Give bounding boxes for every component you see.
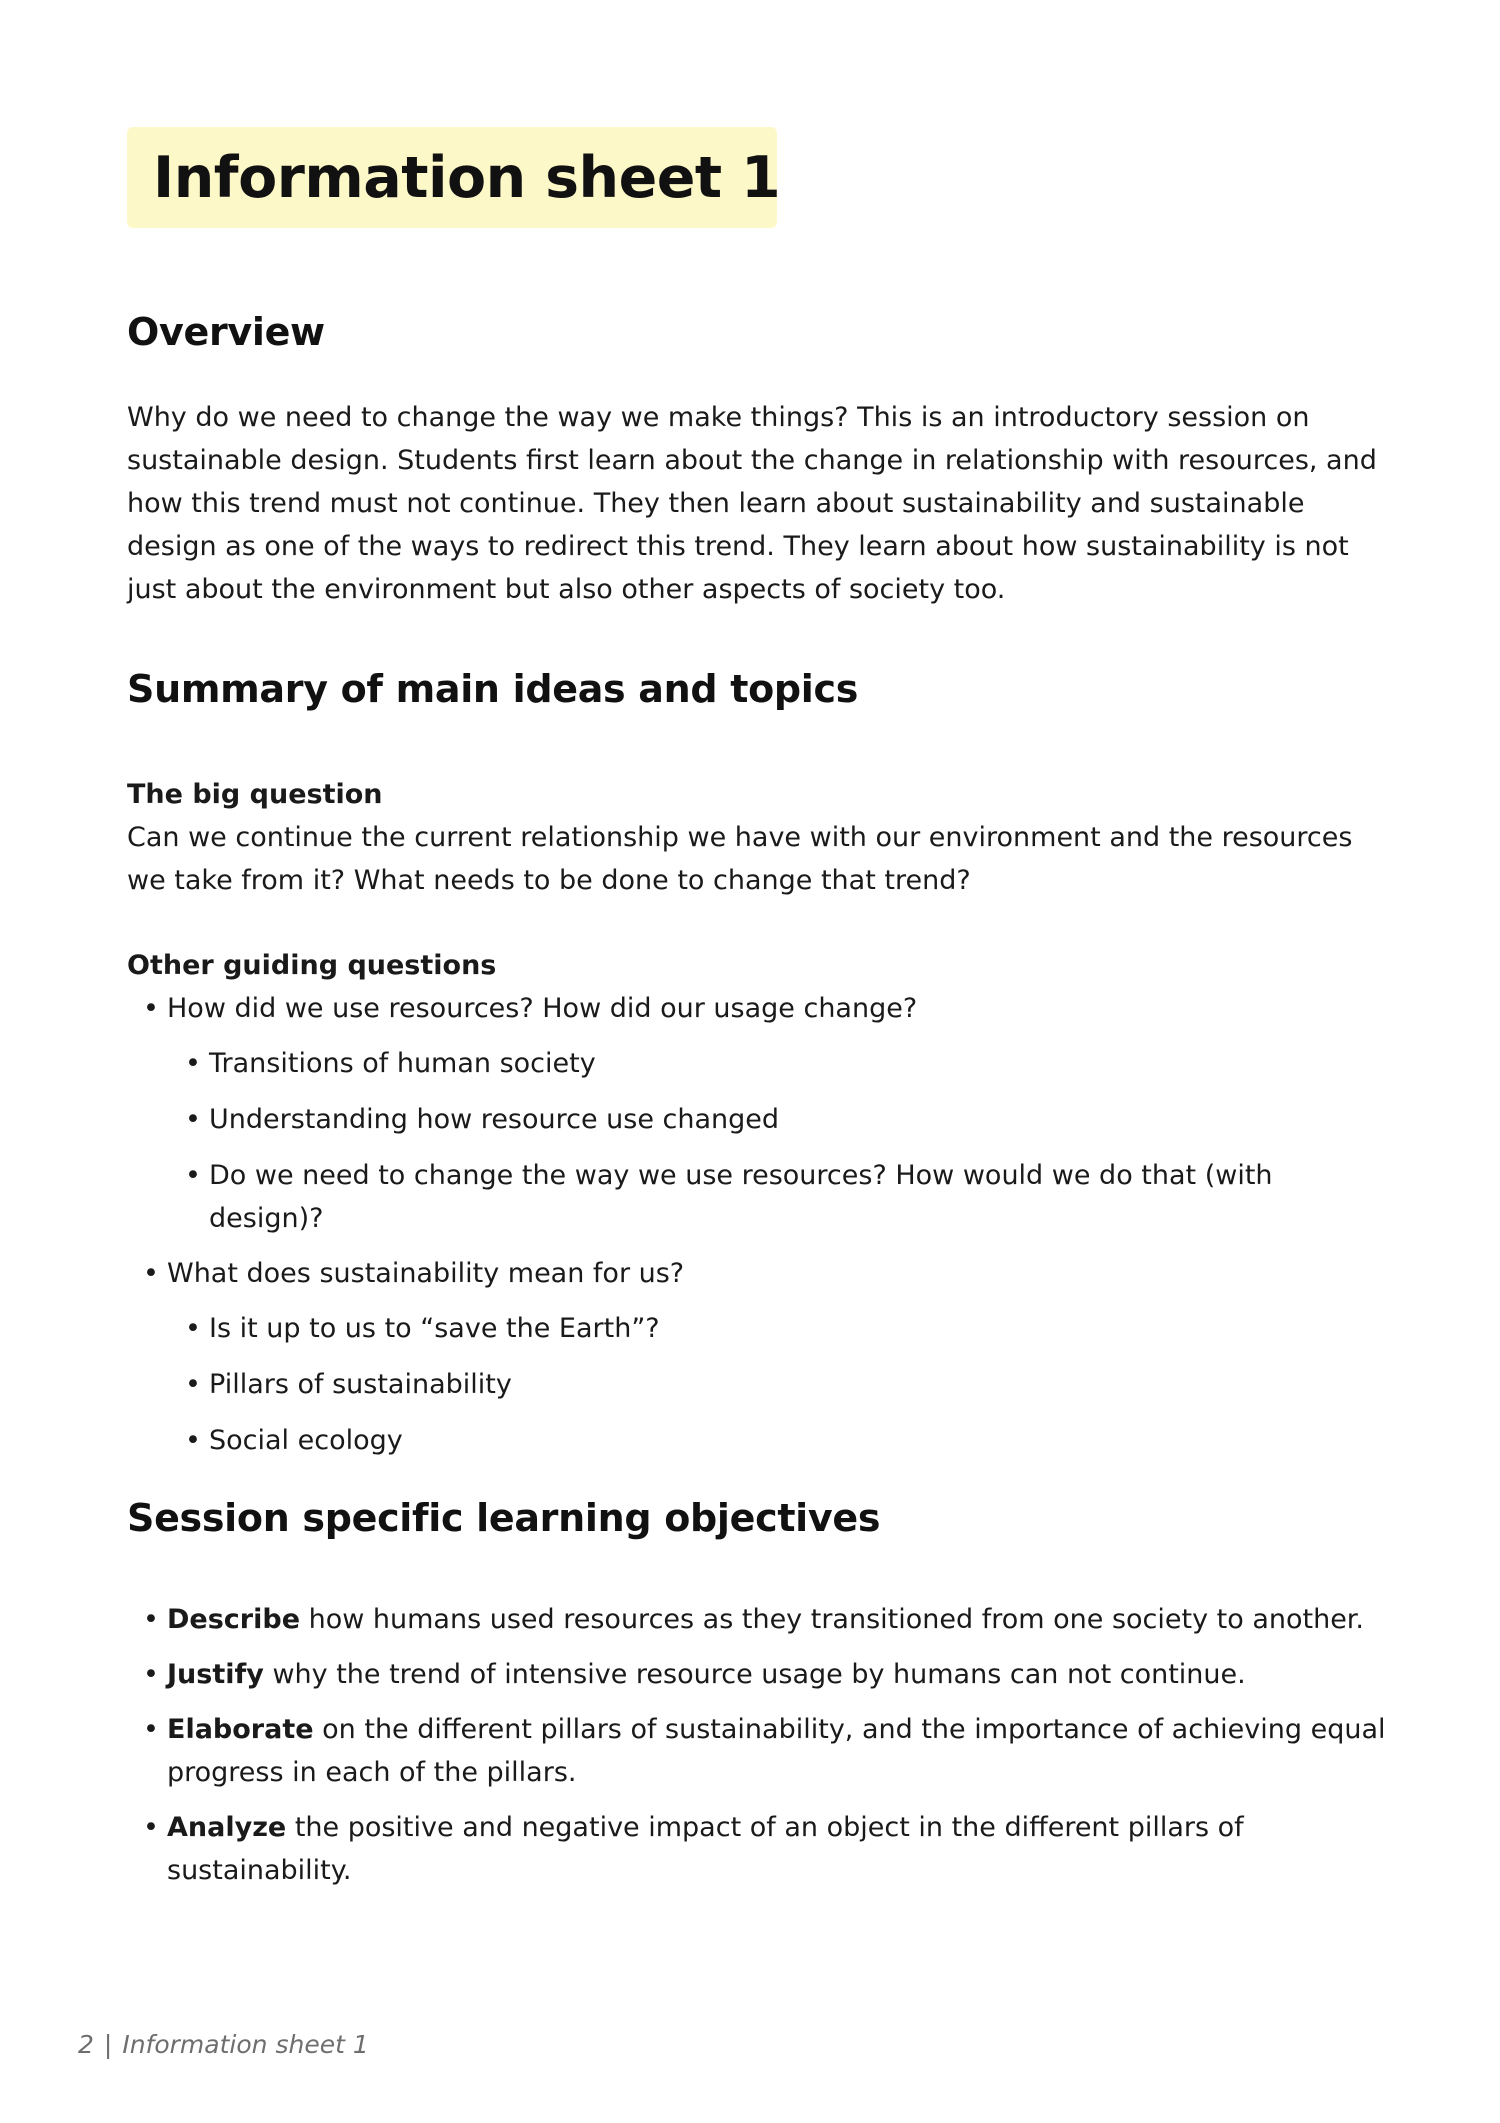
bullet-icon: •	[143, 1604, 159, 1635]
bullet-icon: •	[185, 1369, 201, 1400]
page-title: Information sheet 1	[153, 144, 781, 211]
sub-question-text: Social ecology	[209, 1425, 403, 1456]
sub-question-text: Is it up to us to “save the Earth”?	[209, 1313, 660, 1344]
objective-verb: Describe	[167, 1604, 301, 1635]
list-item	[185, 1098, 1387, 1141]
sub-question-text: Pillars of sustainability	[209, 1369, 512, 1400]
bullet-icon: •	[143, 1714, 159, 1745]
sub-question-text: Transitions of human society	[209, 1048, 596, 1079]
title-highlight-box	[127, 127, 781, 228]
bullet-icon: •	[143, 1258, 159, 1289]
list-item	[143, 987, 1387, 1240]
list-item	[143, 1806, 1387, 1892]
other-questions-label: Other guiding questions	[127, 950, 497, 981]
sub-question-list	[167, 1042, 1387, 1240]
bullet-icon: •	[185, 1313, 201, 1344]
sub-question-list	[167, 1307, 1387, 1462]
list-item	[185, 1042, 1387, 1085]
summary-heading: Summary of main ideas and topics	[127, 667, 859, 711]
sub-question-text: Understanding how resource use changed	[209, 1104, 780, 1135]
list-item	[143, 1252, 1387, 1462]
main-content	[127, 300, 1387, 1904]
guiding-questions-list	[127, 987, 1387, 1462]
overview-heading: Overview	[127, 310, 325, 354]
objective-text: the positive and negative impact of an object in the different pillars of sustainability.	[167, 1812, 1244, 1886]
bullet-icon: •	[185, 1425, 201, 1456]
question-text: What does sustainability mean for us?	[167, 1258, 685, 1289]
list-item	[143, 1598, 1387, 1641]
list-item	[143, 1708, 1387, 1794]
footer-separator: |	[103, 2030, 113, 2059]
bullet-icon: •	[185, 1104, 201, 1135]
question-text: How did we use resources? How did our usage change?	[167, 993, 918, 1024]
objective-text: on the different pillars of sustainability, and the importance of achieving equal progress in each of the pillars.	[167, 1714, 1386, 1788]
objectives-heading: Session specific learning objectives	[127, 1496, 881, 1540]
bullet-icon: •	[143, 1812, 159, 1843]
objective-text: how humans used resources as they transitioned from one society to another.	[300, 1604, 1365, 1635]
page-footer	[78, 2030, 369, 2059]
sub-question-text: Do we need to change the way we use resources? How would we do that (with design)?	[209, 1160, 1273, 1234]
page-number: 2	[78, 2030, 94, 2059]
list-item	[185, 1419, 1387, 1462]
bullet-icon: •	[143, 1659, 159, 1690]
list-item	[185, 1363, 1387, 1406]
objective-verb: Elaborate	[167, 1714, 314, 1745]
bullet-icon: •	[185, 1048, 201, 1079]
objectives-list	[127, 1598, 1387, 1892]
list-item	[185, 1154, 1387, 1240]
overview-paragraph: Why do we need to change the way we make things? This is an introductory session on sustainable design. Students first learn about the change in relationship with resources, and how this trend must not continue. They then learn about sustainability and sustainable design as one of the ways to redirect this trend. They learn about how sustainability is not just about the environment but also other aspects of society too.	[127, 402, 1377, 605]
bullet-icon: •	[143, 993, 159, 1024]
list-item	[143, 1653, 1387, 1696]
objective-verb: Analyze	[167, 1812, 287, 1843]
list-item	[185, 1307, 1387, 1350]
footer-label: Information sheet 1	[122, 2030, 369, 2059]
objective-verb: Justify	[167, 1659, 264, 1690]
objective-text: why the trend of intensive resource usage by humans can not continue.	[263, 1659, 1246, 1690]
bullet-icon: •	[185, 1160, 201, 1191]
big-question-text: Can we continue the current relationship we have with our environment and the resources we take from it? What needs to be done to change that trend?	[127, 822, 1353, 896]
big-question-label: The big question	[127, 779, 383, 810]
